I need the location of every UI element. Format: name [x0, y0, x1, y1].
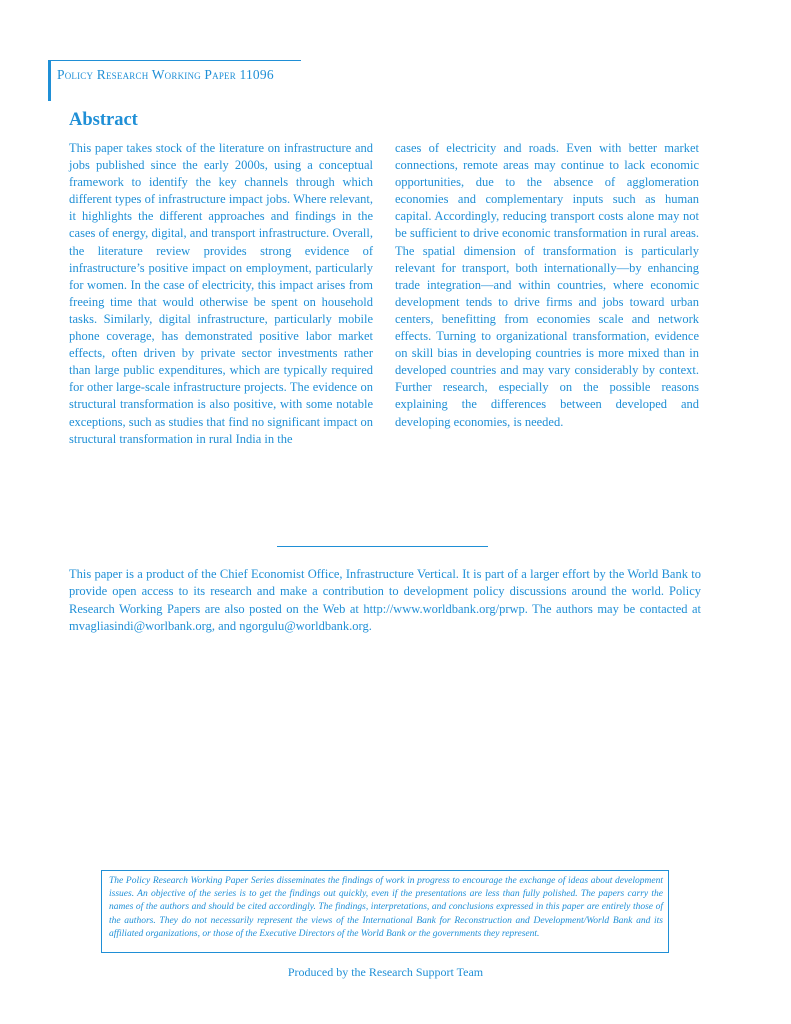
footer-credit: Produced by the Research Support Team: [287, 965, 484, 979]
product-note: This paper is a product of the Chief Economist Office, Infrastructure Vertical. It is part of a larger effort by the World Bank to provide open access to its research and make a contribution to development policy discussions around the world. Policy Research Working Papers are also posted on the Web at http://www.worldbank.org/prwp. The authors may be contacted at mvagliasindi@worlbank.org, and ngorgulu@worldbank.org.: [69, 567, 701, 634]
disclaimer-text: The Policy Research Working Paper Series disseminates the findings of work in progress to encourage the exchange of ideas about development issues. An objective of the series is to get the findings out quickly, even if the presentations are less than fully polished. The papers carry the names of the authors and should be cited accordingly. The findings, interpretations, and conclusions expressed in this paper are entirely those of the authors. They do not necessarily represent the views of the International Bank for Reconstruction and Development/World Bank and its affiliated organizations, or those of the Executive Directors of the World Bank or the governments they represent.: [109, 876, 663, 939]
abstract-column-right: cases of electricity and roads. Even with better market connections, remote areas may continue to lack economic opportunities, due to the absence of agglomeration economies and complementary inputs such as human capital. Accordingly, reducing transport costs alone may not be sufficient to drive economic transformation in rural areas. The spatial dimension of transformation is particularly relevant for transport, both internationally—by enhancing trade integration—and within countries, where economic development tends to drive firms and jobs toward urban centers, benefitting from economies scale and network effects. Turning to organizational transformation, evidence on skill bias in developing countries is more mixed than in developed countries and may vary considerably by context. Further research, especially on the possible reasons explaining the differences between developed and developing economies, is needed.: [395, 141, 699, 429]
abstract-column-left: This paper takes stock of the literature on infrastructure and jobs published since the early 2000s, using a conceptual framework to identify the key channels through which different types of infrastructure impact jobs. Where relevant, it highlights the different approaches and findings in the cases of energy, digital, and transport infrastructure. Overall, the literature review provides strong evidence of infrastructure’s positive impact on employment, particularly for women. In the case of electricity, this impact arises from freeing time that would otherwise be spent on household tasks. Similarly, digital infrastructure, particularly mobile phone coverage, has demonstrated positive labor market effects, often driven by private sector investments rather than large public expenditures, which are typically required for other large-scale infrastructure projects. The evidence on structural transformation is also positive, with some notable exceptions, such as studies that find no significant impact on structural transformation in rural India in the: [69, 141, 373, 446]
abstract-heading: Abstract: [69, 110, 138, 130]
series-title: Policy Research Working Paper 11096: [57, 67, 274, 82]
section-divider: [277, 546, 488, 547]
